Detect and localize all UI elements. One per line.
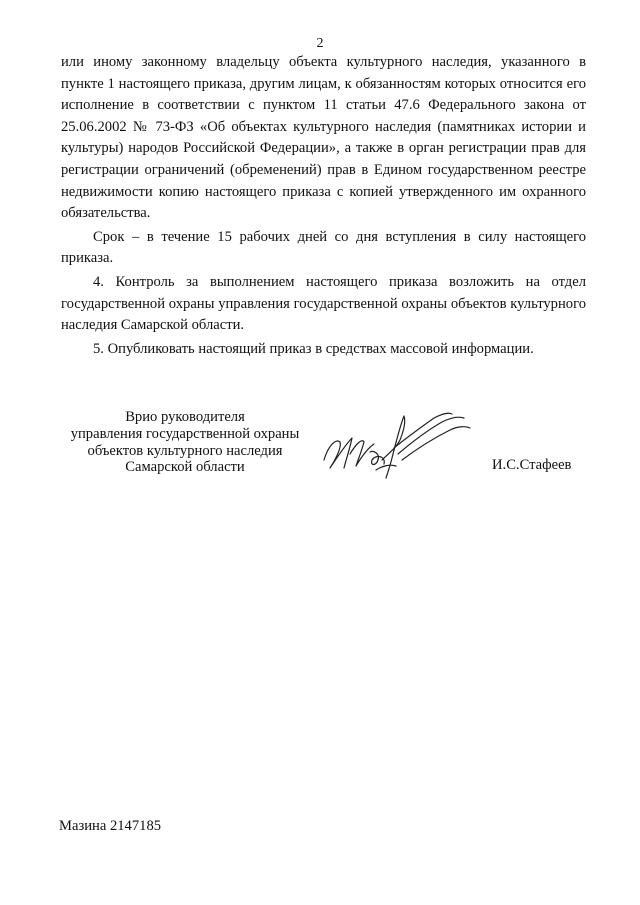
paragraph-continuation: или иному законному владельцу объекта культурного наследия, указанного в пункте 1 настоящего приказа, другим лицам, к обязанностям которых относится его исполнение в соответствии с пунктом 11 статьи 47.6 Федерального закона от 25.06.2002 № 73-ФЗ «Об объектах культурного наследия (памятниках истории и культуры) народов Российской Федерации», а также в орган регистрации прав для регистрации ограничений (обременений) прав в Едином государственном реестре недвижимости копию настоящего приказа с копией утвержденного им охранного обязательства. [61, 54, 586, 222]
handwritten-signature [316, 408, 474, 480]
document-body [61, 52, 586, 360]
executor-note: Мазина 2147185 [59, 818, 162, 834]
position-line: объектов культурного наследия [87, 442, 283, 459]
page-number: 2 [316, 36, 324, 51]
paragraph-item-5: 5. Опубликовать настоящий приказ в средствах массовой информации. [93, 340, 534, 357]
signer-name: И.С.Стафеев [492, 457, 572, 473]
paragraph-item-4: 4. Контроль за выполнением настоящего приказа возложить на отдел государственной охраны управления государственной охраны объектов культурного наследия Самарской области. [61, 273, 586, 334]
signatory-position [40, 409, 330, 476]
position-line: Самарской области [125, 459, 245, 476]
paragraph-deadline: Срок – в течение 15 рабочих дней со дня вступления в силу настоящего приказа. [61, 228, 586, 267]
position-line: управления государственной охраны [70, 425, 300, 442]
position-line: Врио руководителя [125, 409, 245, 425]
